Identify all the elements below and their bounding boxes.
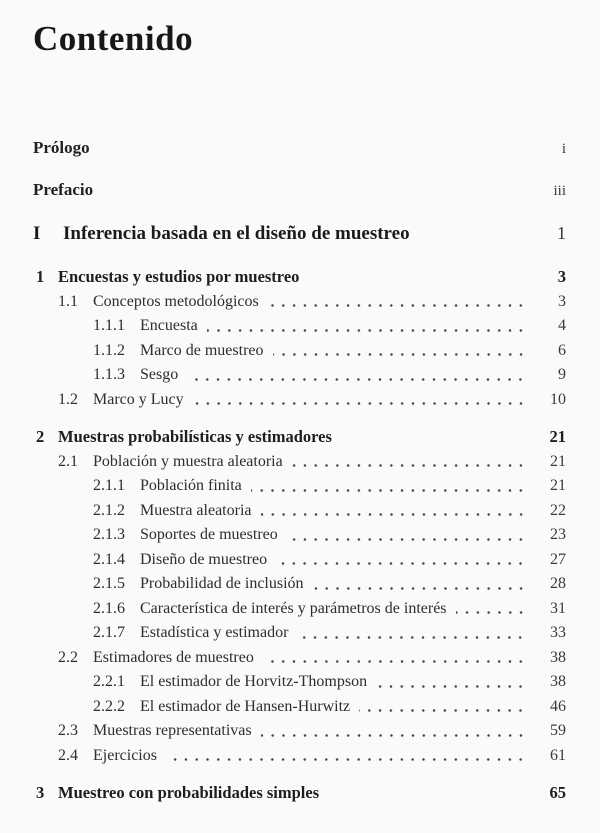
entry-title: Diseño de muestreo (140, 550, 268, 568)
toc-entry-row (36, 388, 566, 413)
dot-leader (268, 302, 526, 309)
entry-number: 2.1.6 (93, 599, 125, 617)
entry-page: 61 (550, 746, 566, 764)
dot-leader (193, 400, 526, 407)
toc-entry-row (36, 499, 566, 524)
toc-entry-row (36, 314, 566, 339)
front-matter-page: i (561, 141, 566, 157)
entry-page: 6 (558, 341, 566, 359)
dot-leader (313, 585, 526, 592)
entry-title: Población finita (140, 477, 242, 494)
entry-title: Soportes de muestreo (140, 526, 278, 543)
entry-number: 2.1.3 (93, 526, 125, 543)
toc-entry-row (36, 719, 566, 744)
front-matter-row (33, 136, 566, 161)
entry-page: 23 (550, 526, 566, 543)
entry-page: 38 (550, 673, 566, 690)
toc-chapter-group (36, 781, 566, 806)
entry-page: 10 (550, 390, 566, 408)
entry-number: 2.2.2 (93, 697, 125, 715)
toc-entry-row (36, 744, 566, 769)
dot-leader (276, 560, 526, 567)
entry-page: 4 (558, 317, 566, 334)
entry-title: Muestras representativas (93, 722, 252, 739)
entry-page: 33 (550, 624, 566, 641)
toc-entry-row (36, 572, 566, 597)
toc-entry-row (36, 597, 566, 622)
front-matter-label: Prólogo (33, 138, 90, 157)
part-row (33, 220, 566, 247)
entry-number: 1.1.3 (93, 366, 125, 383)
entry-number: 2.1.7 (93, 624, 125, 641)
entry-title: El estimador de Horvitz-Thompson (140, 673, 368, 690)
entry-title: Conceptos metodológicos (93, 292, 259, 310)
entry-number: 1.1.2 (93, 341, 125, 359)
dot-leader (456, 609, 526, 616)
dot-leader (187, 376, 526, 383)
entry-page: 38 (550, 648, 566, 666)
entry-number: 2.1 (58, 452, 78, 470)
entry-number: 2.4 (58, 746, 78, 764)
front-matter-row (33, 178, 566, 203)
entry-title: Marco y Lucy (93, 390, 184, 408)
entry-number: 1.1.1 (93, 317, 125, 334)
entry-page: 21 (550, 452, 566, 470)
entry-title: El estimador de Hansen-Hurwitz (140, 697, 351, 715)
front-matter (33, 136, 566, 203)
toc-chapter-row (36, 425, 566, 450)
front-matter-page: iii (553, 183, 566, 199)
entry-page: 59 (550, 722, 566, 739)
toc-entry-row (36, 695, 566, 720)
dot-leader (251, 487, 526, 494)
entry-title: Muestra aleatoria (140, 501, 252, 519)
toc-entry-row (36, 646, 566, 671)
part-title: Inferencia basada en el diseño de muestreo (63, 223, 410, 244)
entry-number: 2.1.1 (93, 477, 125, 494)
entry-title: Encuesta (140, 317, 198, 334)
toc-chapter-row (36, 781, 566, 806)
entry-page: 9 (558, 366, 566, 383)
dot-leader (261, 732, 526, 739)
entry-title: Probabilidad de inclusión (140, 575, 304, 592)
toc-entry-row (36, 621, 566, 646)
entry-title: Población y muestra aleatoria (93, 452, 283, 470)
entry-number: 2.2 (58, 648, 78, 666)
dot-leader (273, 351, 526, 358)
chapter-page: 65 (549, 783, 566, 802)
dot-leader (287, 536, 526, 543)
entry-title: Estimadores de muestreo (93, 648, 254, 666)
toc-entry-row (36, 548, 566, 573)
chapter-page: 21 (549, 427, 566, 446)
front-matter-label: Prefacio (33, 180, 94, 199)
toc-chapter-row (36, 265, 566, 290)
part-page: 1 (557, 223, 566, 243)
entry-number: 2.3 (58, 722, 78, 739)
entry-page: 28 (550, 575, 566, 592)
dot-leader (359, 707, 526, 714)
entry-page: 27 (550, 550, 566, 568)
chapter-title: Muestreo con probabilidades simples (58, 783, 320, 802)
page-title: Contenido (33, 19, 194, 58)
entry-page: 46 (550, 697, 566, 715)
entry-title: Característica de interés y parámetros de interés (140, 599, 447, 617)
chapter-number: 1 (36, 267, 45, 286)
dot-leader (292, 462, 526, 469)
dot-leader (207, 327, 526, 334)
toc-entry-row (36, 523, 566, 548)
chapter-number: 2 (36, 427, 45, 446)
chapter-number: 3 (36, 783, 45, 802)
dot-leader (297, 634, 526, 641)
dot-leader (376, 683, 526, 690)
toc-entry-row (36, 363, 566, 388)
entry-number: 2.1.4 (93, 550, 125, 568)
toc-chapter-group (36, 425, 566, 768)
chapter-title: Encuestas y estudios por muestreo (58, 267, 300, 286)
entry-page: 21 (550, 477, 566, 494)
toc-entry-row (36, 474, 566, 499)
toc-entry-row (36, 339, 566, 364)
toc-entry-row (36, 450, 566, 475)
entry-number: 1.1 (58, 292, 78, 310)
entry-page: 31 (550, 599, 566, 617)
entry-title: Ejercicios (93, 746, 157, 764)
part-number: I (33, 223, 41, 244)
entry-page: 3 (558, 292, 566, 310)
chapter-page: 3 (557, 267, 566, 286)
dot-leader (261, 511, 527, 518)
toc-entry-row (36, 670, 566, 695)
entry-title: Marco de muestreo (140, 341, 264, 359)
chapter-title: Muestras probabilísticas y estimadores (58, 427, 332, 446)
entry-page: 22 (550, 501, 566, 519)
entry-title: Estadística y estimador (140, 624, 289, 641)
dot-leader (263, 658, 526, 665)
toc (36, 265, 566, 806)
entry-number: 2.1.5 (93, 575, 125, 592)
toc-entry-row (36, 290, 566, 315)
entry-number: 2.1.2 (93, 501, 125, 519)
entry-title: Sesgo (140, 366, 179, 383)
toc-chapter-group (36, 265, 566, 412)
entry-number: 2.2.1 (93, 673, 125, 690)
dot-leader (166, 756, 526, 763)
entry-number: 1.2 (58, 390, 78, 408)
